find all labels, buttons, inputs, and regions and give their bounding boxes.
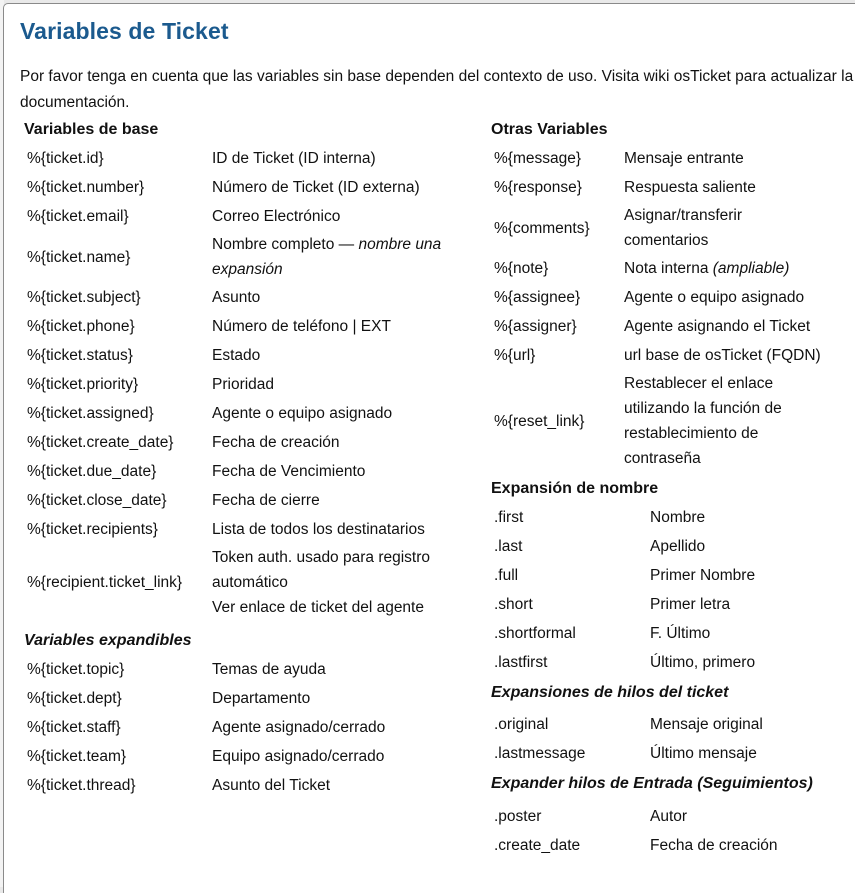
variable-key: %{assigner}: [494, 318, 577, 335]
variable-desc: Temas de ayuda: [212, 661, 326, 678]
table-row: [24, 742, 385, 771]
variable-desc: ID de Ticket (ID interna): [212, 150, 376, 167]
base-variables-table: [24, 144, 474, 621]
expansion-desc: Último, primero: [650, 654, 756, 671]
table-row: [491, 341, 824, 370]
table-row: [24, 428, 474, 457]
variable-key: %{ticket.id}: [27, 150, 104, 167]
expandable-variables-table: [24, 655, 385, 800]
variable-key: %{ticket.phone}: [27, 318, 135, 335]
variable-desc: Restablecer el enlace utilizando la función de restablecimiento de contraseña: [624, 375, 782, 467]
expansion-key: .poster: [494, 808, 542, 825]
variable-desc-text: Nota interna: [624, 260, 713, 277]
variable-key: %{assignee}: [494, 289, 581, 306]
name-expansion-heading: Expansión de nombre: [491, 480, 659, 497]
table-row: [491, 312, 824, 341]
other-variables-table: [491, 144, 824, 472]
variable-key: %{reset_link}: [494, 412, 585, 430]
table-row: [491, 710, 763, 739]
intro-text: Por favor tenga en cuenta que las variables sin base dependen del contexto de uso. Visita wiki osTicket para actualizar la documentación.: [20, 68, 854, 111]
variable-key: %{ticket.status}: [27, 347, 133, 364]
variable-key: %{ticket.staff}: [27, 719, 121, 736]
variable-key: %{ticket.email}: [27, 208, 129, 225]
variable-key: %{ticket.team}: [27, 748, 127, 765]
right-column: [491, 116, 851, 860]
variable-desc: [206, 544, 474, 621]
table-row: [24, 655, 385, 684]
thread-expansion-heading: Expansiones de hilos del ticket: [491, 684, 729, 701]
variable-desc: Fecha de Vencimiento: [212, 463, 366, 480]
entry-expansion-table: [491, 802, 778, 860]
expansion-desc: Autor: [650, 808, 688, 825]
table-row: [491, 370, 824, 472]
variable-desc: Fecha de cierre: [212, 492, 320, 509]
variable-key: %{ticket.subject}: [27, 289, 141, 306]
variable-desc-text: Nombre completo —: [212, 236, 359, 253]
variable-desc: Correo Electrónico: [212, 208, 341, 225]
table-row: [24, 341, 474, 370]
expansion-desc: Último mensaje: [650, 745, 757, 762]
expansion-desc: Primer Nombre: [650, 567, 756, 584]
variable-desc: Número de Ticket (ID externa): [212, 179, 420, 196]
expansion-key: .first: [494, 509, 524, 526]
expansion-key: .create_date: [494, 837, 581, 854]
variable-key: %{ticket.due_date}: [27, 463, 157, 480]
variable-desc-italic: nombre una expansión: [212, 236, 442, 278]
table-row: [491, 173, 824, 202]
table-row: [491, 648, 755, 677]
variable-desc: Agente o equipo asignado: [212, 405, 393, 422]
variable-desc: [206, 231, 474, 283]
expansion-key: .lastfirst: [494, 654, 548, 671]
expansion-key: .original: [494, 716, 549, 733]
table-row: [491, 202, 824, 254]
variable-desc-italic: (ampliable): [712, 260, 790, 277]
table-row: [491, 802, 778, 831]
variable-desc-text: Token auth. usado para registro automático: [212, 549, 430, 591]
table-row: [491, 503, 755, 532]
variable-desc: Prioridad: [212, 376, 275, 393]
thread-expansion-table: [491, 710, 763, 768]
variable-desc: url base de osTicket (FQDN): [624, 347, 821, 364]
variable-key: %{ticket.dept}: [27, 690, 122, 707]
variable-desc: Agente asignando el Ticket: [624, 318, 811, 335]
variable-key: %{ticket.priority}: [27, 376, 139, 393]
other-variables-heading: Otras Variables: [491, 121, 608, 138]
table-row: [491, 831, 778, 860]
variable-desc: Mensaje entrante: [624, 150, 744, 167]
table-row: [491, 739, 763, 768]
table-row: [24, 231, 474, 283]
variable-key: %{ticket.number}: [27, 179, 145, 196]
entry-expansion-heading: Expander hilos de Entrada (Seguimientos): [491, 775, 813, 792]
variable-key: %{response}: [494, 179, 582, 196]
table-row: [24, 283, 474, 312]
dialog-title: Variables de Ticket: [20, 18, 229, 44]
table-row: [24, 144, 474, 173]
table-row: [491, 619, 755, 648]
expansion-key: .last: [494, 538, 523, 555]
expansion-desc: Mensaje original: [650, 716, 763, 733]
table-row: [24, 173, 474, 202]
variable-key: %{comments}: [494, 219, 590, 237]
table-row: [24, 202, 474, 231]
expansion-key: .shortformal: [494, 625, 576, 642]
variable-key: %{message}: [494, 150, 582, 167]
variable-desc: Equipo asignado/cerrado: [212, 748, 385, 765]
variable-desc: Estado: [212, 347, 261, 364]
table-row: [24, 713, 385, 742]
expansion-desc: Apellido: [650, 538, 706, 555]
variable-desc: [618, 254, 824, 283]
variable-key: %{ticket.recipients}: [27, 521, 158, 538]
table-row: [491, 283, 824, 312]
variable-key: %{ticket.close_date}: [27, 492, 167, 509]
variable-desc-secondary: Ver enlace de ticket del agente: [212, 599, 424, 616]
name-expansion-table: [491, 503, 755, 677]
table-row: [491, 590, 755, 619]
expansion-desc: F. Último: [650, 625, 711, 642]
expandable-variables-heading: Variables expandibles: [24, 632, 192, 649]
base-variables-heading: Variables de base: [24, 121, 159, 138]
table-row: [491, 144, 824, 173]
table-row: [491, 561, 755, 590]
variable-desc: Asunto: [212, 289, 261, 306]
variable-key: %{ticket.create_date}: [27, 434, 174, 451]
table-row: [24, 771, 385, 800]
variable-desc: Departamento: [212, 690, 311, 707]
variable-desc: Respuesta saliente: [624, 179, 756, 196]
expansion-key: .lastmessage: [494, 745, 586, 762]
table-row: [24, 544, 474, 621]
variable-key: %{ticket.topic}: [27, 661, 125, 678]
expansion-desc: Primer letra: [650, 596, 731, 613]
expansion-key: .full: [494, 567, 519, 584]
expansion-desc: Nombre: [650, 509, 706, 526]
variable-desc: Fecha de creación: [212, 434, 340, 451]
table-row: [24, 399, 474, 428]
variable-desc: Agente o equipo asignado: [624, 289, 805, 306]
table-row: [24, 370, 474, 399]
variable-desc: Agente asignado/cerrado: [212, 719, 386, 736]
variable-desc: Lista de todos los destinatarios: [212, 521, 425, 538]
table-row: [491, 532, 755, 561]
variable-desc: Número de teléfono | EXT: [212, 318, 391, 335]
table-row: [24, 486, 474, 515]
table-row: [24, 515, 474, 544]
expansion-key: .short: [494, 596, 533, 613]
variable-key: %{note}: [494, 260, 549, 277]
variable-key: %{url}: [494, 347, 536, 364]
variable-key: %{recipient.ticket_link}: [27, 574, 183, 591]
table-row: [24, 312, 474, 341]
variable-key: %{ticket.name}: [27, 248, 131, 266]
variables-dialog: [3, 3, 855, 893]
expansion-desc: Fecha de creación: [650, 837, 778, 854]
left-column: [24, 116, 474, 800]
variable-desc: Asignar/transferir comentarios: [624, 207, 743, 249]
table-row: [24, 457, 474, 486]
variable-key: %{ticket.assigned}: [27, 405, 154, 422]
table-row: [24, 684, 385, 713]
variable-desc: Asunto del Ticket: [212, 777, 331, 794]
variable-key: %{ticket.thread}: [27, 777, 136, 794]
table-row: [491, 254, 824, 283]
